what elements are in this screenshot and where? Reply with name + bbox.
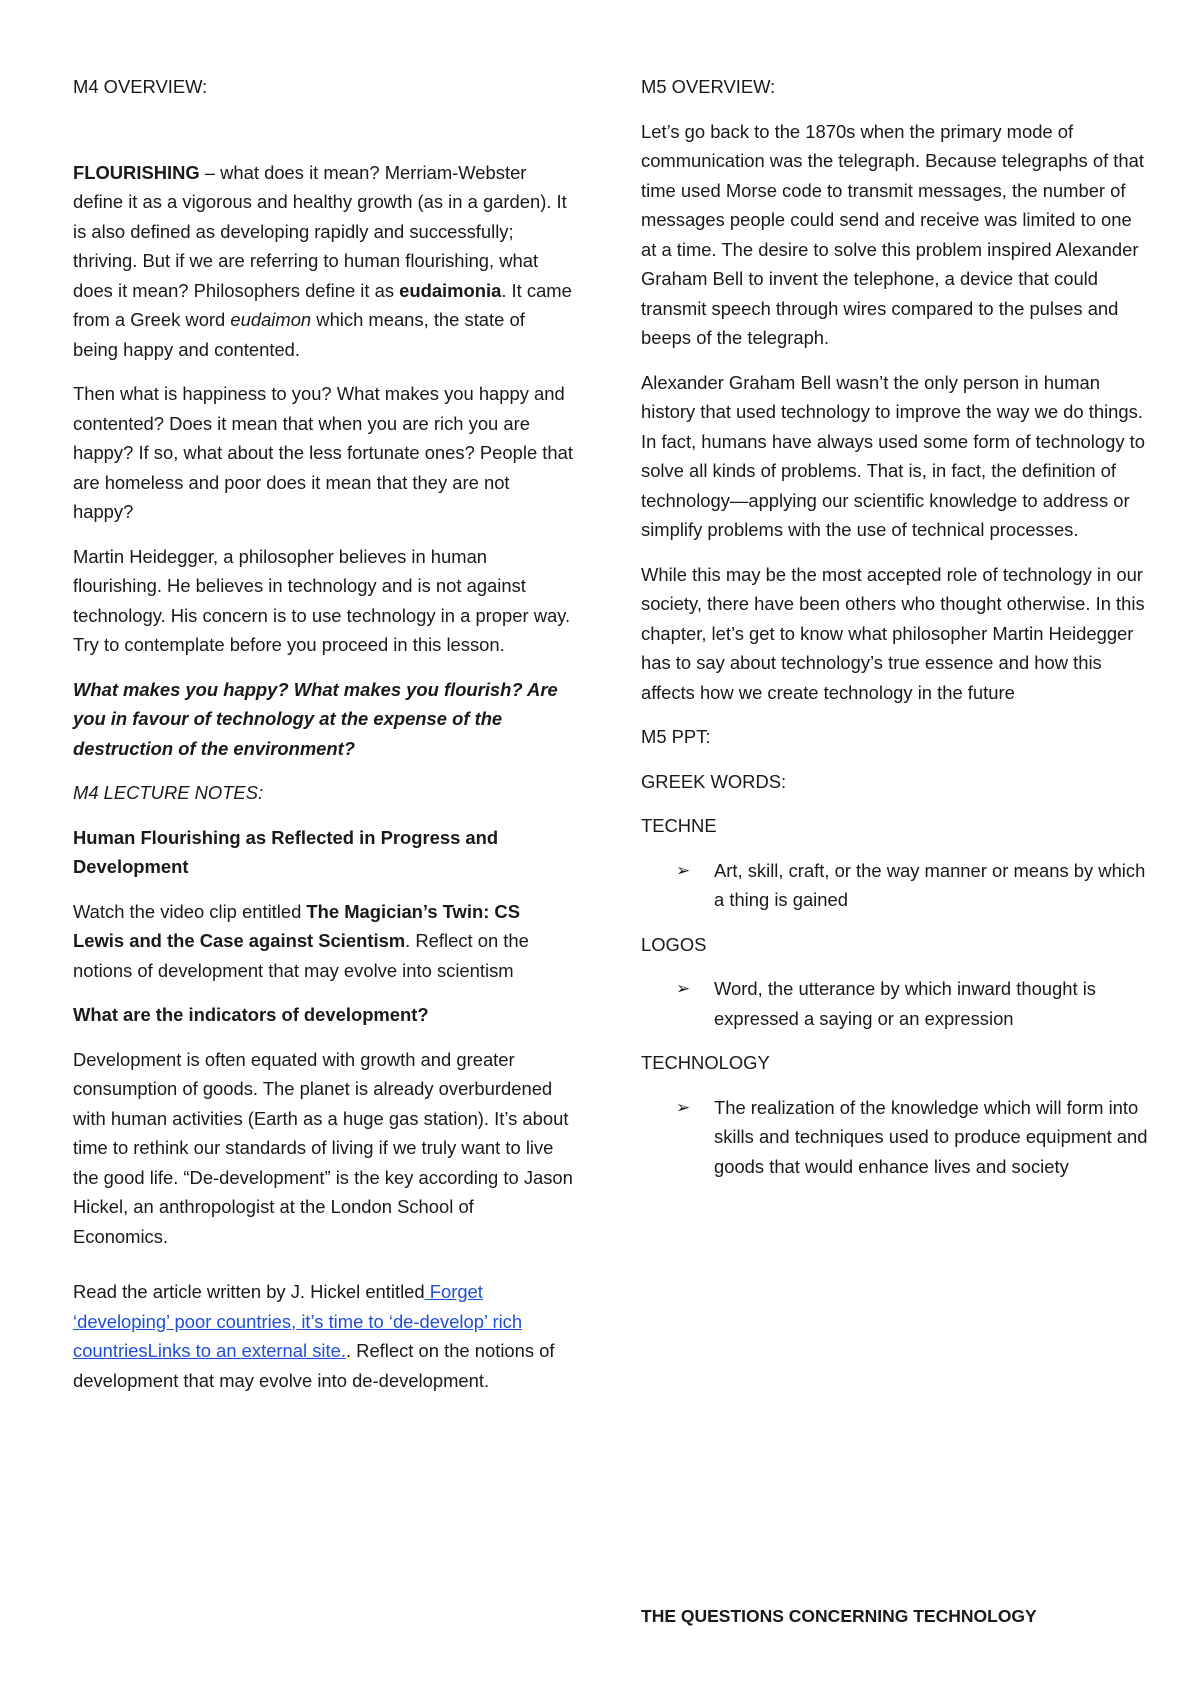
article-link[interactable]: Forget ‘developing’ poor countries, it’s time to ‘de-develop’ rich countriesLinks to an external site. — [73, 1281, 523, 1361]
arrow-bullet-icon: ➢ — [676, 1097, 691, 1117]
flourishing-text-1: – what does it mean? Merriam-Webster define it as a vigorous and healthy growth (as in a garden). It is also defined as developing rapidly and successfully; thriving. But if we are referring to human flourishing, what does it mean? Philosophers define it as — [73, 161, 567, 301]
watch-text-2: . Reflect on the notions of development that may evolve into scientism — [73, 930, 529, 981]
read-article-paragraph — [73, 1277, 573, 1395]
list-item — [641, 856, 1151, 915]
technology-definition: The realization of the knowledge which will form into skills and techniques used to produce equipment and goods that would enhance lives and society — [714, 1096, 1148, 1177]
human-flourishing-heading-text: Human Flourishing as Reflected in Progress and Development — [73, 826, 499, 877]
logos-definition-list — [641, 974, 1151, 1033]
arrow-bullet-icon: ➢ — [676, 979, 691, 998]
technology-definition-list — [641, 1093, 1151, 1182]
watch-video-paragraph — [73, 897, 573, 986]
left-column — [73, 72, 573, 1410]
arrow-bullet-icon: ➢ — [676, 860, 691, 880]
development-paragraph: Development is often equated with growth and greater consumption of goods. The planet is already overburdened with human activities (Earth as a huge gas station). It’s about time to rethink our standards of living if we truly want to live the good life. “De-development” is the key according to Jason Hickel, an anthropologist at the London School of Economics. — [73, 1048, 573, 1247]
heidegger-paragraph: Martin Heidegger, a philosopher believes in human flourishing. He believes in technology and is not against technology. His concern is to use technology in a proper way. Try to contemplate before you proceed in this lesson. — [73, 545, 571, 655]
greek-words-heading: GREEK WORDS: — [641, 770, 787, 792]
term-technology: TECHNOLOGY — [641, 1052, 770, 1073]
techne-definition: Art, skill, craft, or the way manner or means by which a thing is gained — [714, 859, 1146, 910]
term-techne: TECHNE — [641, 815, 717, 836]
questions-concerning-technology-heading: THE QUESTIONS CONCERNING TECHNOLOGY — [641, 1606, 1037, 1626]
list-item — [641, 1093, 1151, 1182]
flourishing-text-3: which means, the state of being happy and contented. — [73, 309, 525, 360]
happiness-paragraph: Then what is happiness to you? What makes you happy and contented? Does it mean that when you are rich you are happy? If so, what about the less fortunate ones? People that are homeless and poor does it mean that they are not happy? — [73, 383, 573, 522]
read-text-2: . Reflect on the notions of development that may evolve into de-development. — [73, 1340, 555, 1391]
eudaimonia-term: eudaimonia — [399, 279, 502, 301]
human-flourishing-heading — [73, 823, 573, 882]
list-item — [641, 974, 1151, 1033]
bell-paragraph: Alexander Graham Bell wasn’t the only person in human history that used technology to improve the way we do things. In fact, humans have always used some form of technology to solve all kinds of problems. That is, in fact, the definition of technology—applying our scientific knowledge to address or simplify problems with the use of technical processes. — [641, 371, 1145, 540]
read-text-1: Read the article written by J. Hickel entitled — [73, 1281, 425, 1302]
right-column — [641, 72, 1151, 1196]
watch-text-1: Watch the video clip entitled — [73, 900, 307, 922]
m5-overview-heading: M5 OVERVIEW: — [641, 76, 776, 97]
flourishing-paragraph — [73, 158, 573, 365]
m4-lecture-notes-heading — [73, 778, 573, 808]
flourishing-term: FLOURISHING — [73, 161, 200, 183]
techne-definition-list — [641, 856, 1151, 915]
reflection-questions: What makes you happy? What makes you flourish? Are you in favour of technology at the expense of the destruction of the environment? — [73, 678, 558, 759]
m5-ppt-heading: M5 PPT: — [641, 726, 711, 747]
technology-role-paragraph: While this may be the most accepted role of technology in our society, there have been others who thought otherwise. In this chapter, let’s get to know what philosopher Martin Heidegger has to say about technology’s true essence and how this affects how we create technology in the future — [641, 563, 1145, 703]
indicators-heading-text: What are the indicators of development? — [73, 1004, 429, 1025]
indicators-heading — [73, 1000, 573, 1030]
term-logos: LOGOS — [641, 933, 707, 955]
m4-overview-heading: M4 OVERVIEW: — [73, 76, 208, 97]
flourishing-text-2: . It came from a Greek word — [73, 279, 572, 330]
logos-definition: Word, the utterance by which inward thought is expressed a saying or an expression — [714, 978, 1096, 1029]
m4-lecture-notes-label: M4 LECTURE NOTES: — [73, 782, 264, 803]
video-title: The Magician’s Twin: CS Lewis and the Case against Scientism — [73, 900, 520, 951]
telegraph-paragraph: Let’s go back to the 1870s when the primary mode of communication was the telegraph. Because telegraphs of that time used Morse code to transmit messages, the number of messages people could send and receive was limited to one at a time. The desire to solve this problem inspired Alexander Graham Bell to invent the telephone, a device that could transmit speech through wires compared to the pulses and beeps of the telegraph. — [641, 120, 1144, 348]
eudaimon-term: eudaimon — [230, 309, 312, 330]
